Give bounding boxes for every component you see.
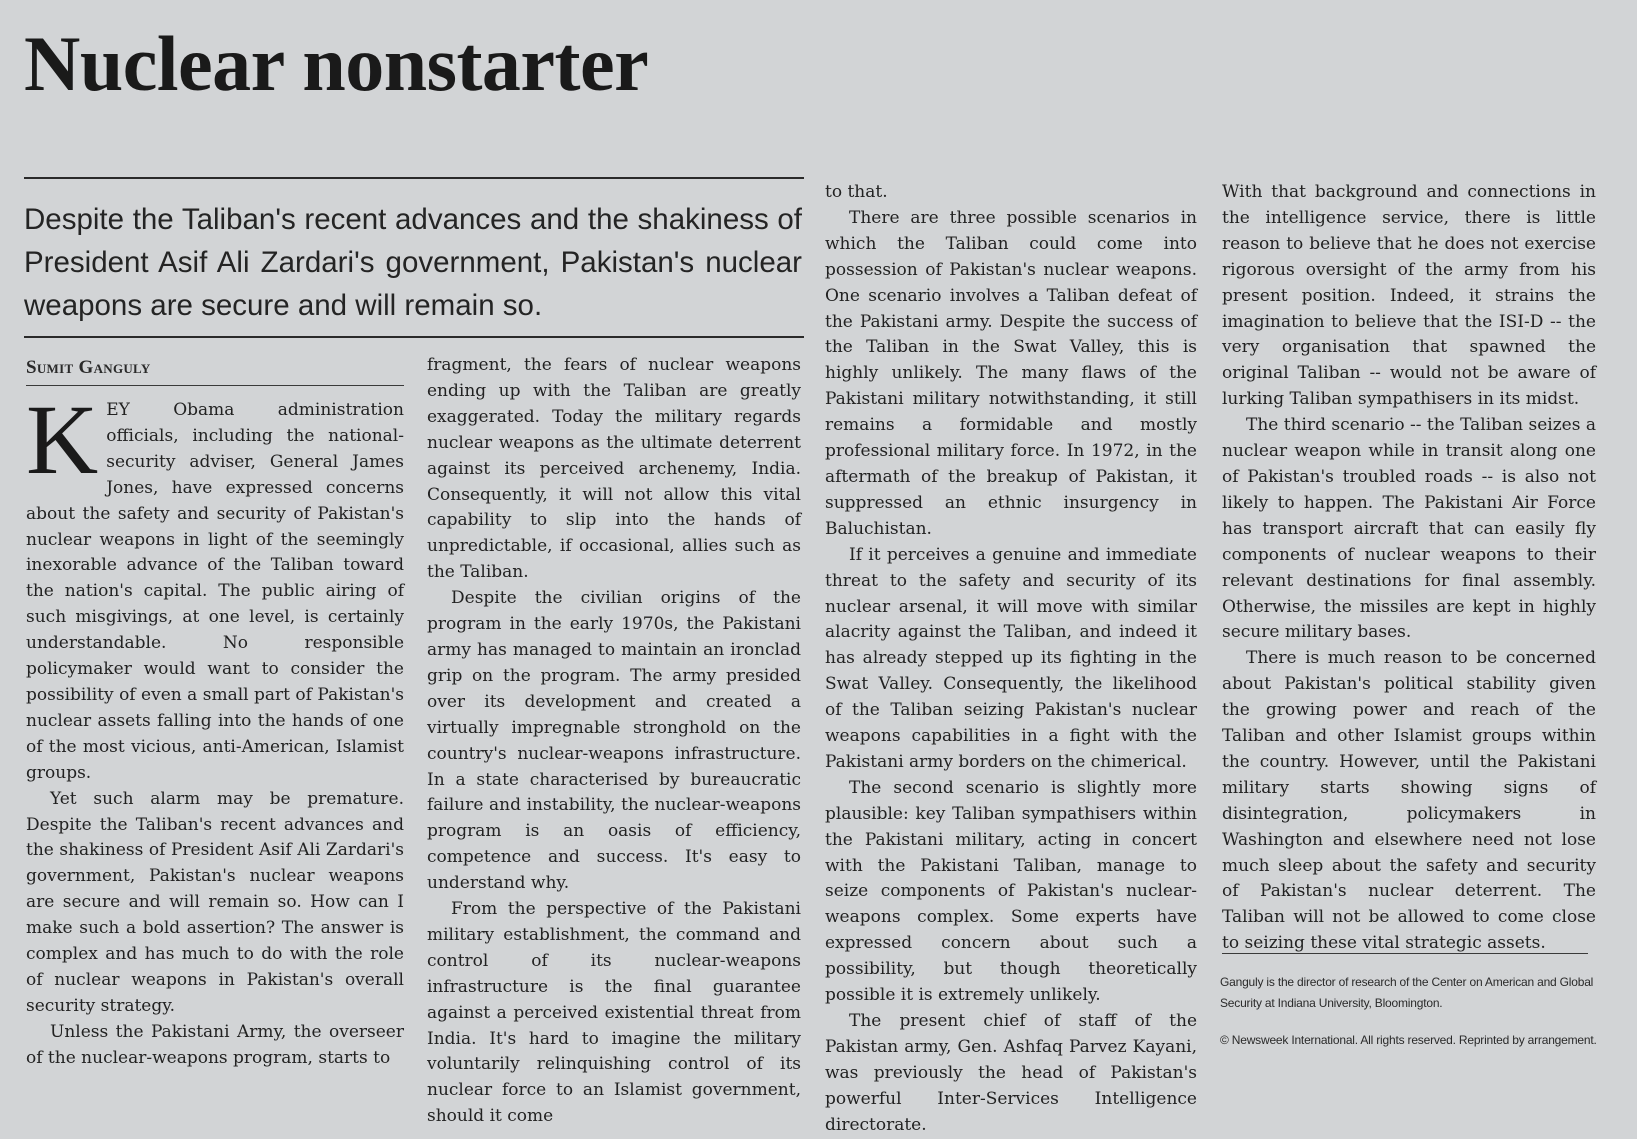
paragraph-text: EY Obama administration officials, including the national-security adviser, General James Jones, have expressed concerns about the safety and security of Pakistan's nuclear weapons in light of the seemingly inexorable advance of the Taliban toward the nation's capital. The public airing of such misgivings, at one level, is certainly understandable. No responsible policymaker would want to consider the possibility of even a small part of Pakistan's nuclear assets falling into the hands of one of the most vicious, anti-American, Islamist groups. (26, 400, 404, 783)
paragraph: Yet such alarm may be premature. Despite the Taliban's recent advances and the shakiness of President Asif Ali Zardari's government, Pakistan's nuclear weapons are secure and will remain so. How can I make such a bold assertion? The answer is complex and has much to do with the role of nuclear weapons in Pakistan's overall security strategy. (26, 788, 404, 1016)
paragraph: to that. (825, 182, 888, 202)
deck-top-rule (24, 177, 804, 179)
deck-summary: Despite the Taliban's recent advances and the shakiness of President Asif Ali Zardari's government, Pakistan's nuclear weapons are secure and will remain so. (24, 203, 802, 322)
footnote-rule (1222, 953, 1588, 954)
paragraph: The third scenario -- the Taliban seizes a nuclear weapon while in transit along one of Pakistan's troubled roads -- is also not likely to happen. The Pakistani Air Force has transport aircraft that can easily fly components of nuclear weapons to their relevant destinations for final assembly. Otherwise, the missiles are kept in highly secure military bases. (1222, 415, 1597, 643)
paragraph: The second scenario is slightly more plausible: key Taliban sympathisers within the Pakistani military, acting in concert with the Pakistani Taliban, manage to seize components of Pakistan's nuclear-weapons complex. Some experts have expressed concern about such a possibility, but though theoretically possible it is extremely unlikely. (825, 777, 1197, 1006)
paragraph: There is much reason to be concerned about Pakistan's political stability given the growing power and reach of the Taliban and other Islamist groups within the country. However, until the Pakistani military starts showing signs of disintegration, policymakers in Washington and elsewhere need not lose much sleep about the safety and security of Pakistan's nuclear deterrent. The Taliban will not be allowed to come close to seizing these vital strategic assets. (1222, 648, 1596, 954)
paragraph: There are three possible scenarios in which the Taliban could come into possession of Pakistan's nuclear weapons. One scenario involves a Taliban defeat of the Pakistani army. Despite the success of the Taliban in the Swat Valley, this is highly unlikely. The many flaws of the Pakistani military notwithstanding, it still remains a formidable and mostly professional military force. In 1972, in the aftermath of the breakup of Pakistan, it suppressed an ethnic insurgency in Baluchistan. (825, 207, 1197, 539)
paragraph: From the perspective of the Pakistani military establishment, the command and control of its nuclear-weapons infrastructure is the final guarantee against a perceived existential threat from India. It's hard to imagine the military voluntarily relinquishing control of its nuclear force to an Islamist government, should it come (427, 899, 801, 1127)
paragraph (26, 384, 404, 787)
column-3 (825, 180, 1197, 1139)
column-1 (26, 384, 404, 1072)
headline: Nuclear nonstarter (24, 20, 649, 107)
column-2 (427, 353, 801, 1130)
author-note: Ganguly is the director of research of the Center on American and Global Security at Indiana University, Bloomington. (1220, 975, 1594, 1010)
copyright-note: © Newsweek International. All rights reserved. Reprinted by arrangement. (1220, 1033, 1597, 1047)
paragraph: With that background and connections in the intelligence service, there is little reason to believe that he does not exercise rigorous oversight of the army from his present position. Indeed, it strains the imagination to believe that the ISI-D -- the very organisation that spawned the original Taliban -- would not be aware of lurking Taliban sympathisers in its midst. (1222, 182, 1596, 410)
byline: Sumit Ganguly (26, 357, 151, 378)
paragraph: The present chief of staff of the Pakistan army, Gen. Ashfaq Parvez Kayani, was previously the head of Pakistan's powerful Inter-Services Intelligence directorate. (825, 1011, 1197, 1135)
paragraph: Despite the civilian origins of the program in the early 1970s, the Pakistani army has managed to maintain an ironclad grip on the program. The army presided over its development and created a virtually impregnable stronghold on the country's nuclear-weapons infrastructure. In a state characterised by bureaucratic failure and instability, the nuclear-weapons program is an oasis of efficiency, competence and success. It's easy to understand why. (427, 588, 801, 894)
paragraph: If it perceives a genuine and immediate threat to the safety and security of its nuclear arsenal, it will move with similar alacrity against the Taliban, and indeed it has already stepped up its fighting in the Swat Valley. Consequently, the likelihood of the Taliban seizing Pakistan's nuclear weapons capabilities in a fight with the Pakistani army borders on the chimerical. (825, 544, 1197, 772)
deck-bottom-rule (24, 336, 804, 338)
column-4 (1222, 180, 1596, 957)
drop-cap: K (26, 384, 99, 495)
paragraph: Unless the Pakistani Army, the overseer of the nuclear-weapons program, starts to (26, 1021, 404, 1068)
paragraph: fragment, the fears of nuclear weapons ending up with the Taliban are greatly exaggerated. Today the military regards nuclear weapons as the ultimate deterrent against its perceived archenemy, India. Consequently, it will not allow this vital capability to slip into the hands of unpredictable, if occasional, allies such as the Taliban. (427, 355, 801, 583)
